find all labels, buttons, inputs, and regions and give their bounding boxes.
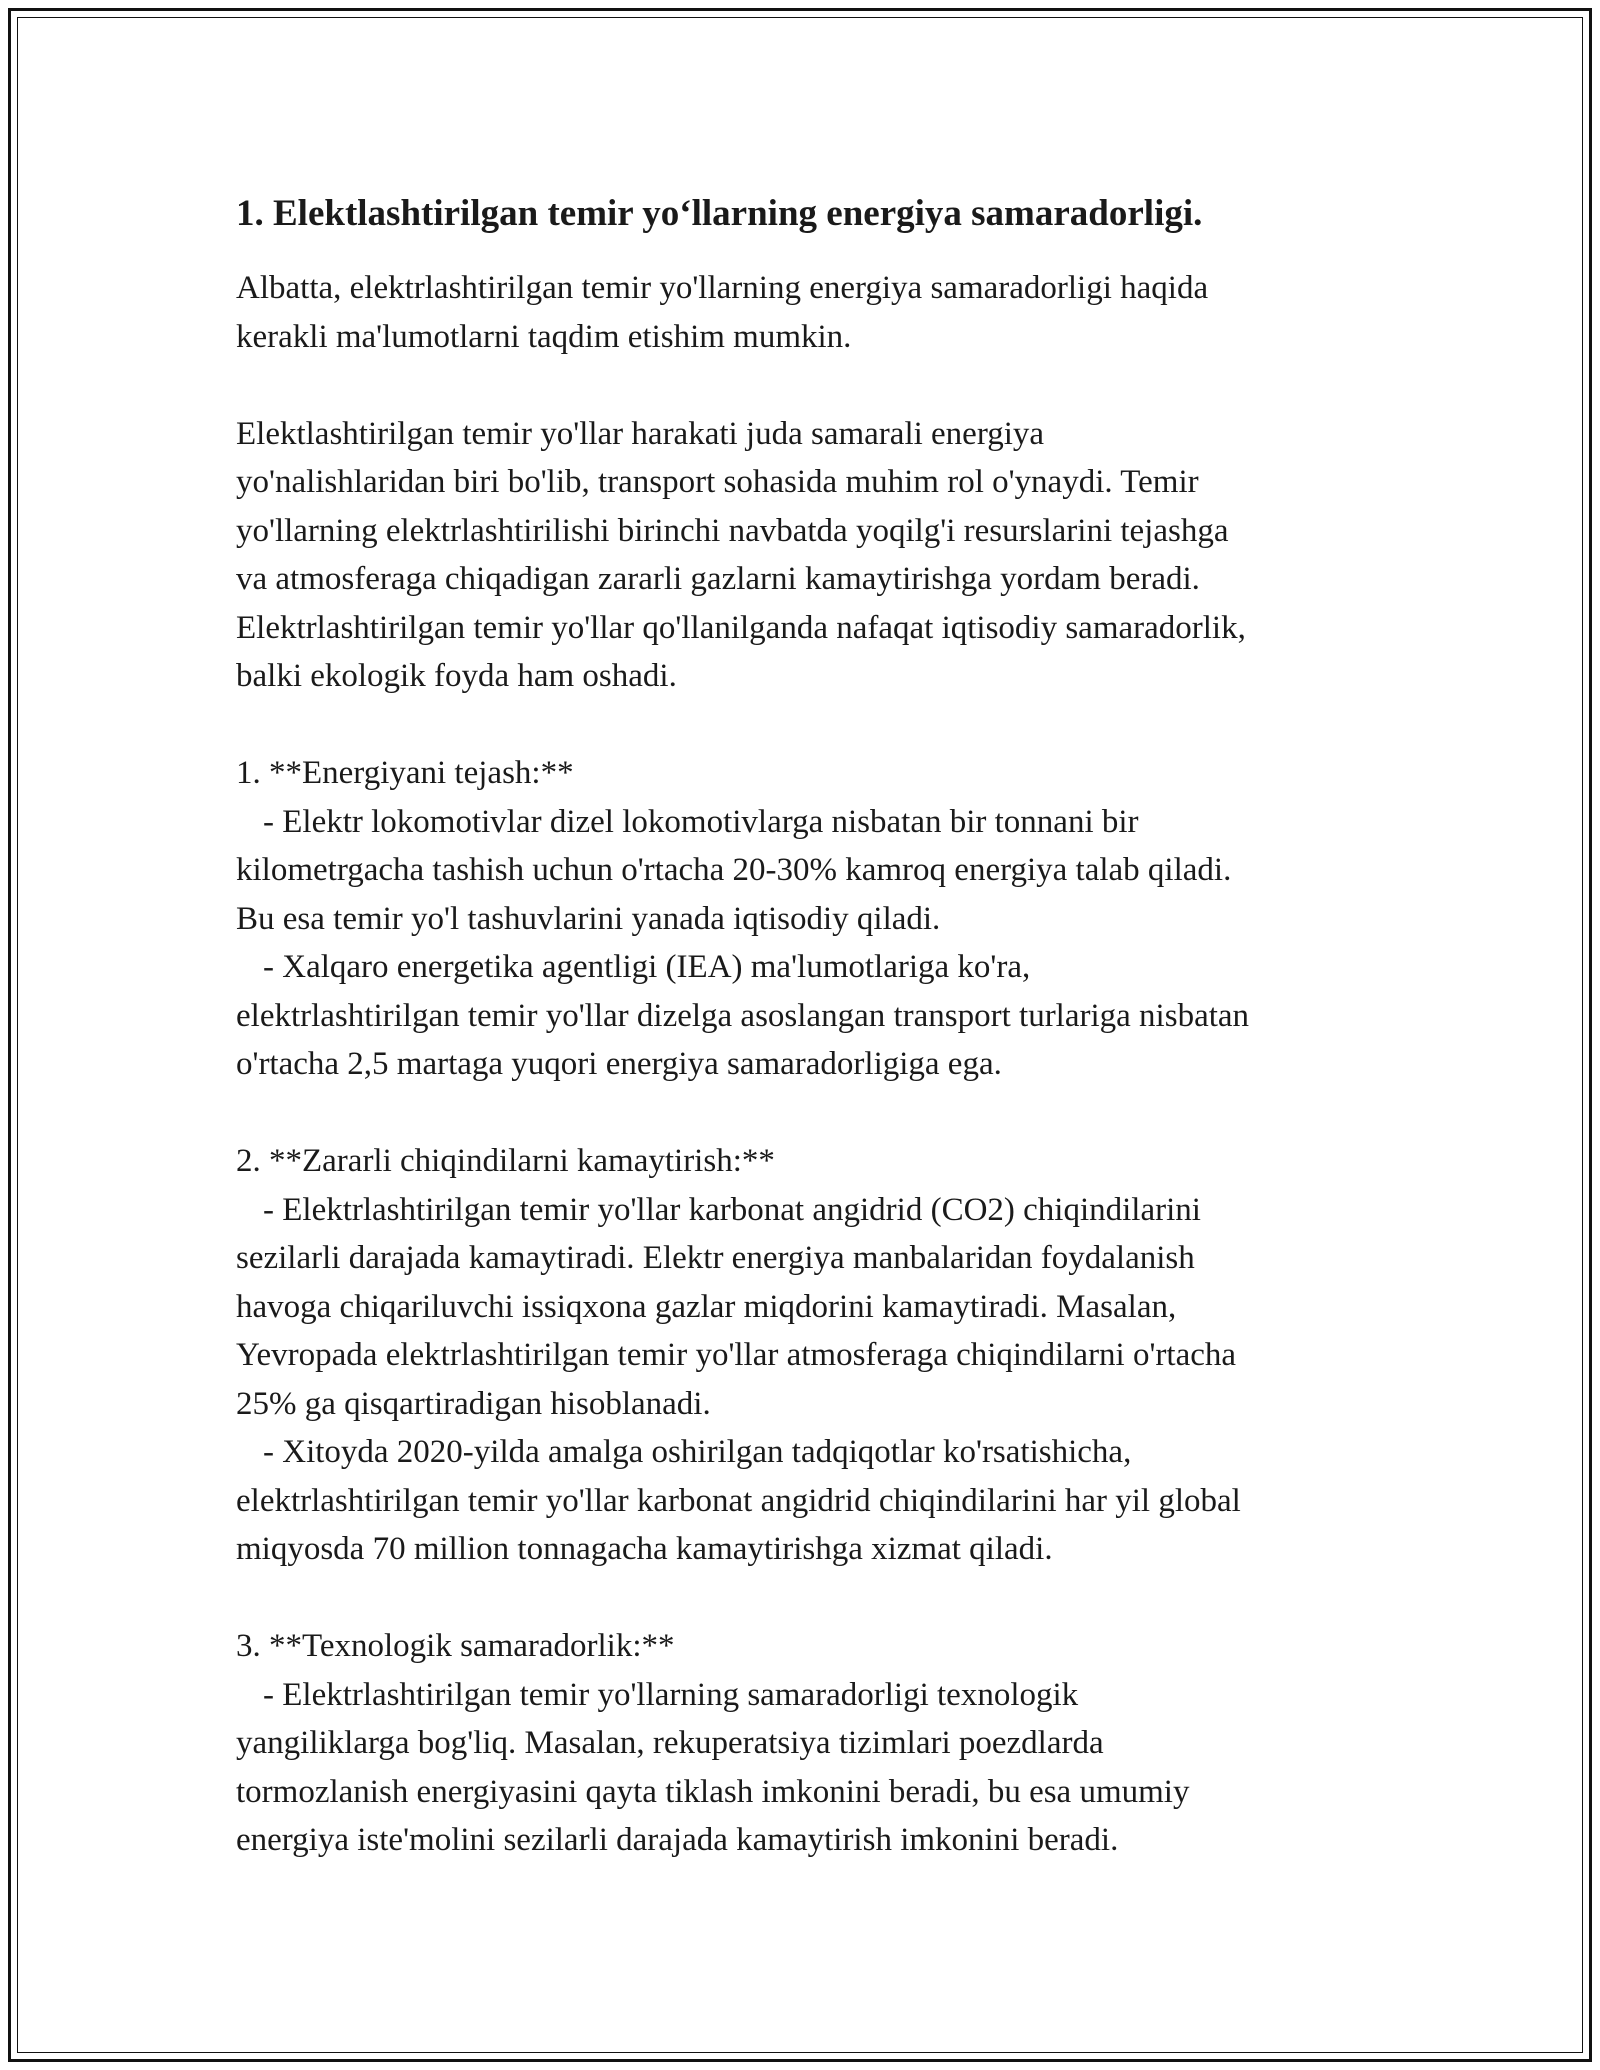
paragraph-gap	[236, 361, 1396, 410]
bullet-line: 25% ga qisqartiradigan hisoblanadi.	[236, 1385, 711, 1422]
overview-line: balki ekologik foyda ham oshadi.	[236, 658, 677, 694]
bullet-line: Yevropada elektrlashtirilgan temir yo'llar atmosferaga chiqindilarni o'rtacha	[236, 1337, 1237, 1373]
document-title: 1. Elektlashtirilgan temir yo‘llarning energiya samaradorligi.	[236, 193, 1203, 234]
overview-line: Elektrlashtirilgan temir yo'llar qo'llanilganda nafaqat iqtisodiy samaradorlik,	[236, 609, 1246, 646]
overview-line: yo'llarning elektrlashtirilishi birinchi navbatda yoqilg'i resurslarini tejashga	[236, 512, 1229, 549]
bullet-first-line: - Elektr lokomotivlar dizel lokomotivlarga nisbatan bir tonnani bir	[263, 803, 1139, 840]
bullet-line: Bu esa temir yo'l tashuvlarini yanada iqtisodiy qiladi.	[236, 900, 941, 937]
bullet-line: energiya iste'molini sezilarli darajada kamaytirish imkonini beradi.	[236, 1822, 1119, 1858]
bullet-line: havoga chiqariluvchi issiqxona gazlar miqdorini kamaytiradi. Masalan,	[236, 1288, 1177, 1325]
paragraph-gap	[236, 1574, 1396, 1623]
overview-line: yo'nalishlaridan biri bo'lib, transport sohasida muhim rol o'ynaydi. Temir	[236, 464, 1199, 500]
paragraph-gap	[236, 701, 1396, 750]
overview-paragraph	[236, 410, 1396, 701]
section-heading: 2. **Zararli chiqindilarni kamaytirish:**	[236, 1143, 775, 1179]
intro-line: kerakli ma'lumotlarni taqdim etishim mumkin.	[236, 318, 852, 355]
bullet-line: tormozlanish energiyasini qayta tiklash imkonini beradi, bu esa umumiy	[236, 1773, 1190, 1810]
section-heading: 3. **Texnologik samaradorlik:**	[236, 1628, 675, 1664]
section-emissions	[236, 1137, 1396, 1574]
document-body	[236, 186, 1396, 1865]
bullet-first-line: - Xitoyda 2020-yilda amalga oshirilgan tadqiqotlar ko'rsatishicha,	[263, 1434, 1132, 1470]
bullet-line: sezilarli darajada kamaytiradi. Elektr energiya manbalaridan foydalanish	[236, 1240, 1195, 1276]
section-energy-saving	[236, 749, 1396, 1089]
bullet-line: elektrlashtirilgan temir yo'llar karbonat angidrid chiqindilarini har yil global	[236, 1482, 1241, 1519]
intro-line: Albatta, elektrlashtirilgan temir yo'llarning energiya samaradorligi haqida	[236, 270, 1209, 306]
overview-line: va atmosferaga chiqadigan zararli gazlarni kamaytirishga yordam beradi.	[236, 561, 1200, 597]
section-technology	[236, 1622, 1396, 1865]
section-heading: 1. **Energiyani tejash:**	[236, 755, 574, 791]
overview-line: Elektlashtirilgan temir yo'llar harakati juda samarali energiya	[236, 415, 1045, 452]
bullet-first-line: - Elektrlashtirilgan temir yo'llar karbonat angidrid (CO2) chiqindilarini	[263, 1191, 1201, 1228]
bullet-line: yangiliklarga bog'liq. Masalan, rekuperatsiya tizimlari poezdlarda	[236, 1725, 1104, 1761]
bullet-first-line: - Elektrlashtirilgan temir yo'llarning samaradorligi texnologik	[263, 1676, 1079, 1713]
paragraph-gap	[236, 1089, 1396, 1138]
bullet-line: elektrlashtirilgan temir yo'llar dizelga asoslangan transport turlariga nisbatan	[236, 997, 1250, 1034]
bullet-line: o'rtacha 2,5 martaga yuqori energiya samaradorligiga ega.	[236, 1046, 1002, 1082]
bullet-line: kilometrgacha tashish uchun o'rtacha 20-30% kamroq energiya talab qiladi.	[236, 852, 1232, 888]
bullet-line: miqyosda 70 million tonnagacha kamaytirishga xizmat qiladi.	[236, 1531, 1053, 1567]
bullet-first-line: - Xalqaro energetika agentligi (IEA) ma'lumotlariga ko'ra,	[263, 949, 1031, 985]
intro-paragraph	[236, 264, 1396, 361]
